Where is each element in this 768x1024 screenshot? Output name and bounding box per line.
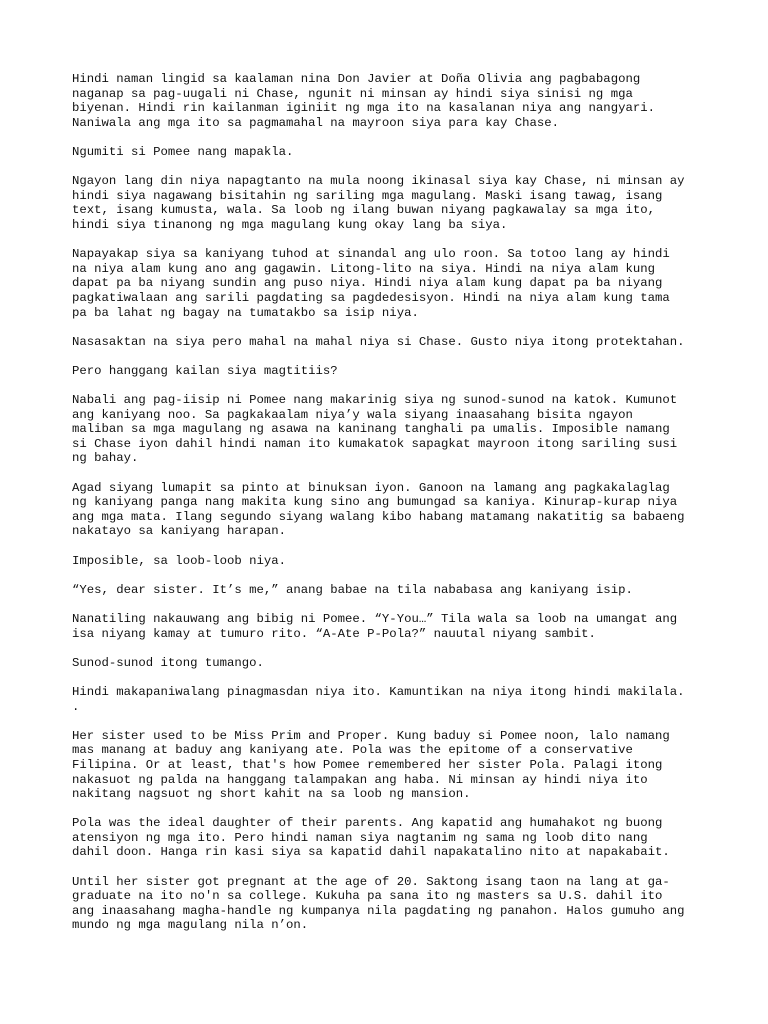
paragraph: Until her sister got pregnant at the age of 20. Saktong isang taon na lang at ga- graduate na ito no'n sa college. Kukuha pa sana ito ng masters sa U.S. dahil ito ang inaasahang magha-handle ng kumpanya nila pagdating ng panahon. Halos gumuho ang mundo ng mga magulang nila n’on. [72, 874, 685, 933]
paragraph: Pola was the ideal daughter of their parents. Ang kapatid ang humahakot ng buong atensiyon ng mga ito. Pero hindi naman siya nagtanim ng sama ng loob dito nang dahil doon. Hanga rin kasi siya sa kapatid dahil napakatalino nito at napakabait. [72, 816, 670, 860]
paragraph: Agad siyang lumapit sa pinto at binuksan iyon. Ganoon na lamang ang pagkakalaglag ng kaniyang panga nang makita kung sino ang bumungad sa kaniya. Kinurap-kurap niya ang mga mata. Ilang segundo siyang walang kibo habang matamang nakatitig sa babaeng nakatayo sa kaniyang harapan. [72, 480, 685, 539]
document-page [72, 72, 712, 948]
paragraph: Nanatiling nakauwang ang bibig ni Pomee. “Y-You…” Tila wala sa loob na umangat ang isa niyang kamay at tumuro rito. “A-Ate P-Pola?” nauutal niyang sambit. [72, 611, 678, 641]
paragraph: “Yes, dear sister. It’s me,” anang babae na tila nababasa ang kaniyang isip. [72, 582, 633, 597]
paragraph: Nasasaktan na siya pero mahal na mahal niya si Chase. Gusto niya itong protektahan. [72, 334, 685, 349]
paragraph: Hindi naman lingid sa kaalaman nina Don Javier at Doña Olivia ang pagbabagong naganap sa pag-uugali ni Chase, ngunit ni minsan ay hindi siya sinisi ng mga biyenan. Hindi rin kailanman iginiit ng mga ito na kasalanan niya ang nangyari. Naniwala ang mga ito sa pagmamahal na mayroon siya para kay Chase. [72, 72, 655, 130]
paragraph: Pero hanggang kailan siya magtitiis? [72, 363, 338, 378]
paragraph: Ngayon lang din niya napagtanto na mula noong ikinasal siya kay Chase, ni minsan ay hindi siya nagawang bisitahin ng sariling mga magulang. Maski isang tawag, isang text, isang kumusta, wala. Sa loob ng ilang buwan niyang pagkawalay sa mga ito, hindi siya tinanong ng mga magulang kung okay lang ba siya. [72, 174, 685, 232]
paragraph: Sunod-sunod itong tumango. [72, 655, 264, 670]
paragraph: Imposible, sa loob-loob niya. [72, 553, 287, 568]
paragraph: Nabali ang pag-iisip ni Pomee nang makarinig siya ng sunod-sunod na katok. Kumunot ang kaniyang noo. Sa pagkakaalam niya’y wala siyang inaasahang bisita ngayon maliban sa mga magulang ng asawa na kaninang tanghali pa umalis. Imposible namang si Chase iyon dahil hindi naman ito kumakatok sapagkat mayroon itong sariling susi ng bahay. [72, 393, 678, 466]
paragraph: Napayakap siya sa kaniyang tuhod at sinandal ang ulo roon. Sa totoo lang ay hindi na niya alam kung ano ang gagawin. Litong-lito na siya. Hindi na niya alam kung dapat pa ba niyang sundin ang puso niya. Hindi niya alam kung dapat pa ba niyang pagkatiwalaan ang sarili pagdating sa pagdedesisyon. Hindi na niya alam kung tama pa ba lahat ng bagay na tumatakbo sa isip niya. [72, 247, 670, 320]
paragraph: Ngumiti si Pomee nang mapakla. [72, 144, 294, 159]
paragraph: Hindi makapaniwalang pinagmasdan niya ito. Kamuntikan na niya itong hindi makilala. . [72, 684, 685, 714]
paragraph: Her sister used to be Miss Prim and Proper. Kung baduy si Pomee noon, lalo namang mas manang at baduy ang kaniyang ate. Pola was the epitome of a conservative Filipina. Or at least, that's how Pomee remembered her sister Pola. Palagi itong nakasuot ng palda na hanggang talampakan ang haba. Ni minsan ay hindi niya ito nakitang nagsuot ng short kahit na sa loob ng mansion. [72, 728, 670, 802]
